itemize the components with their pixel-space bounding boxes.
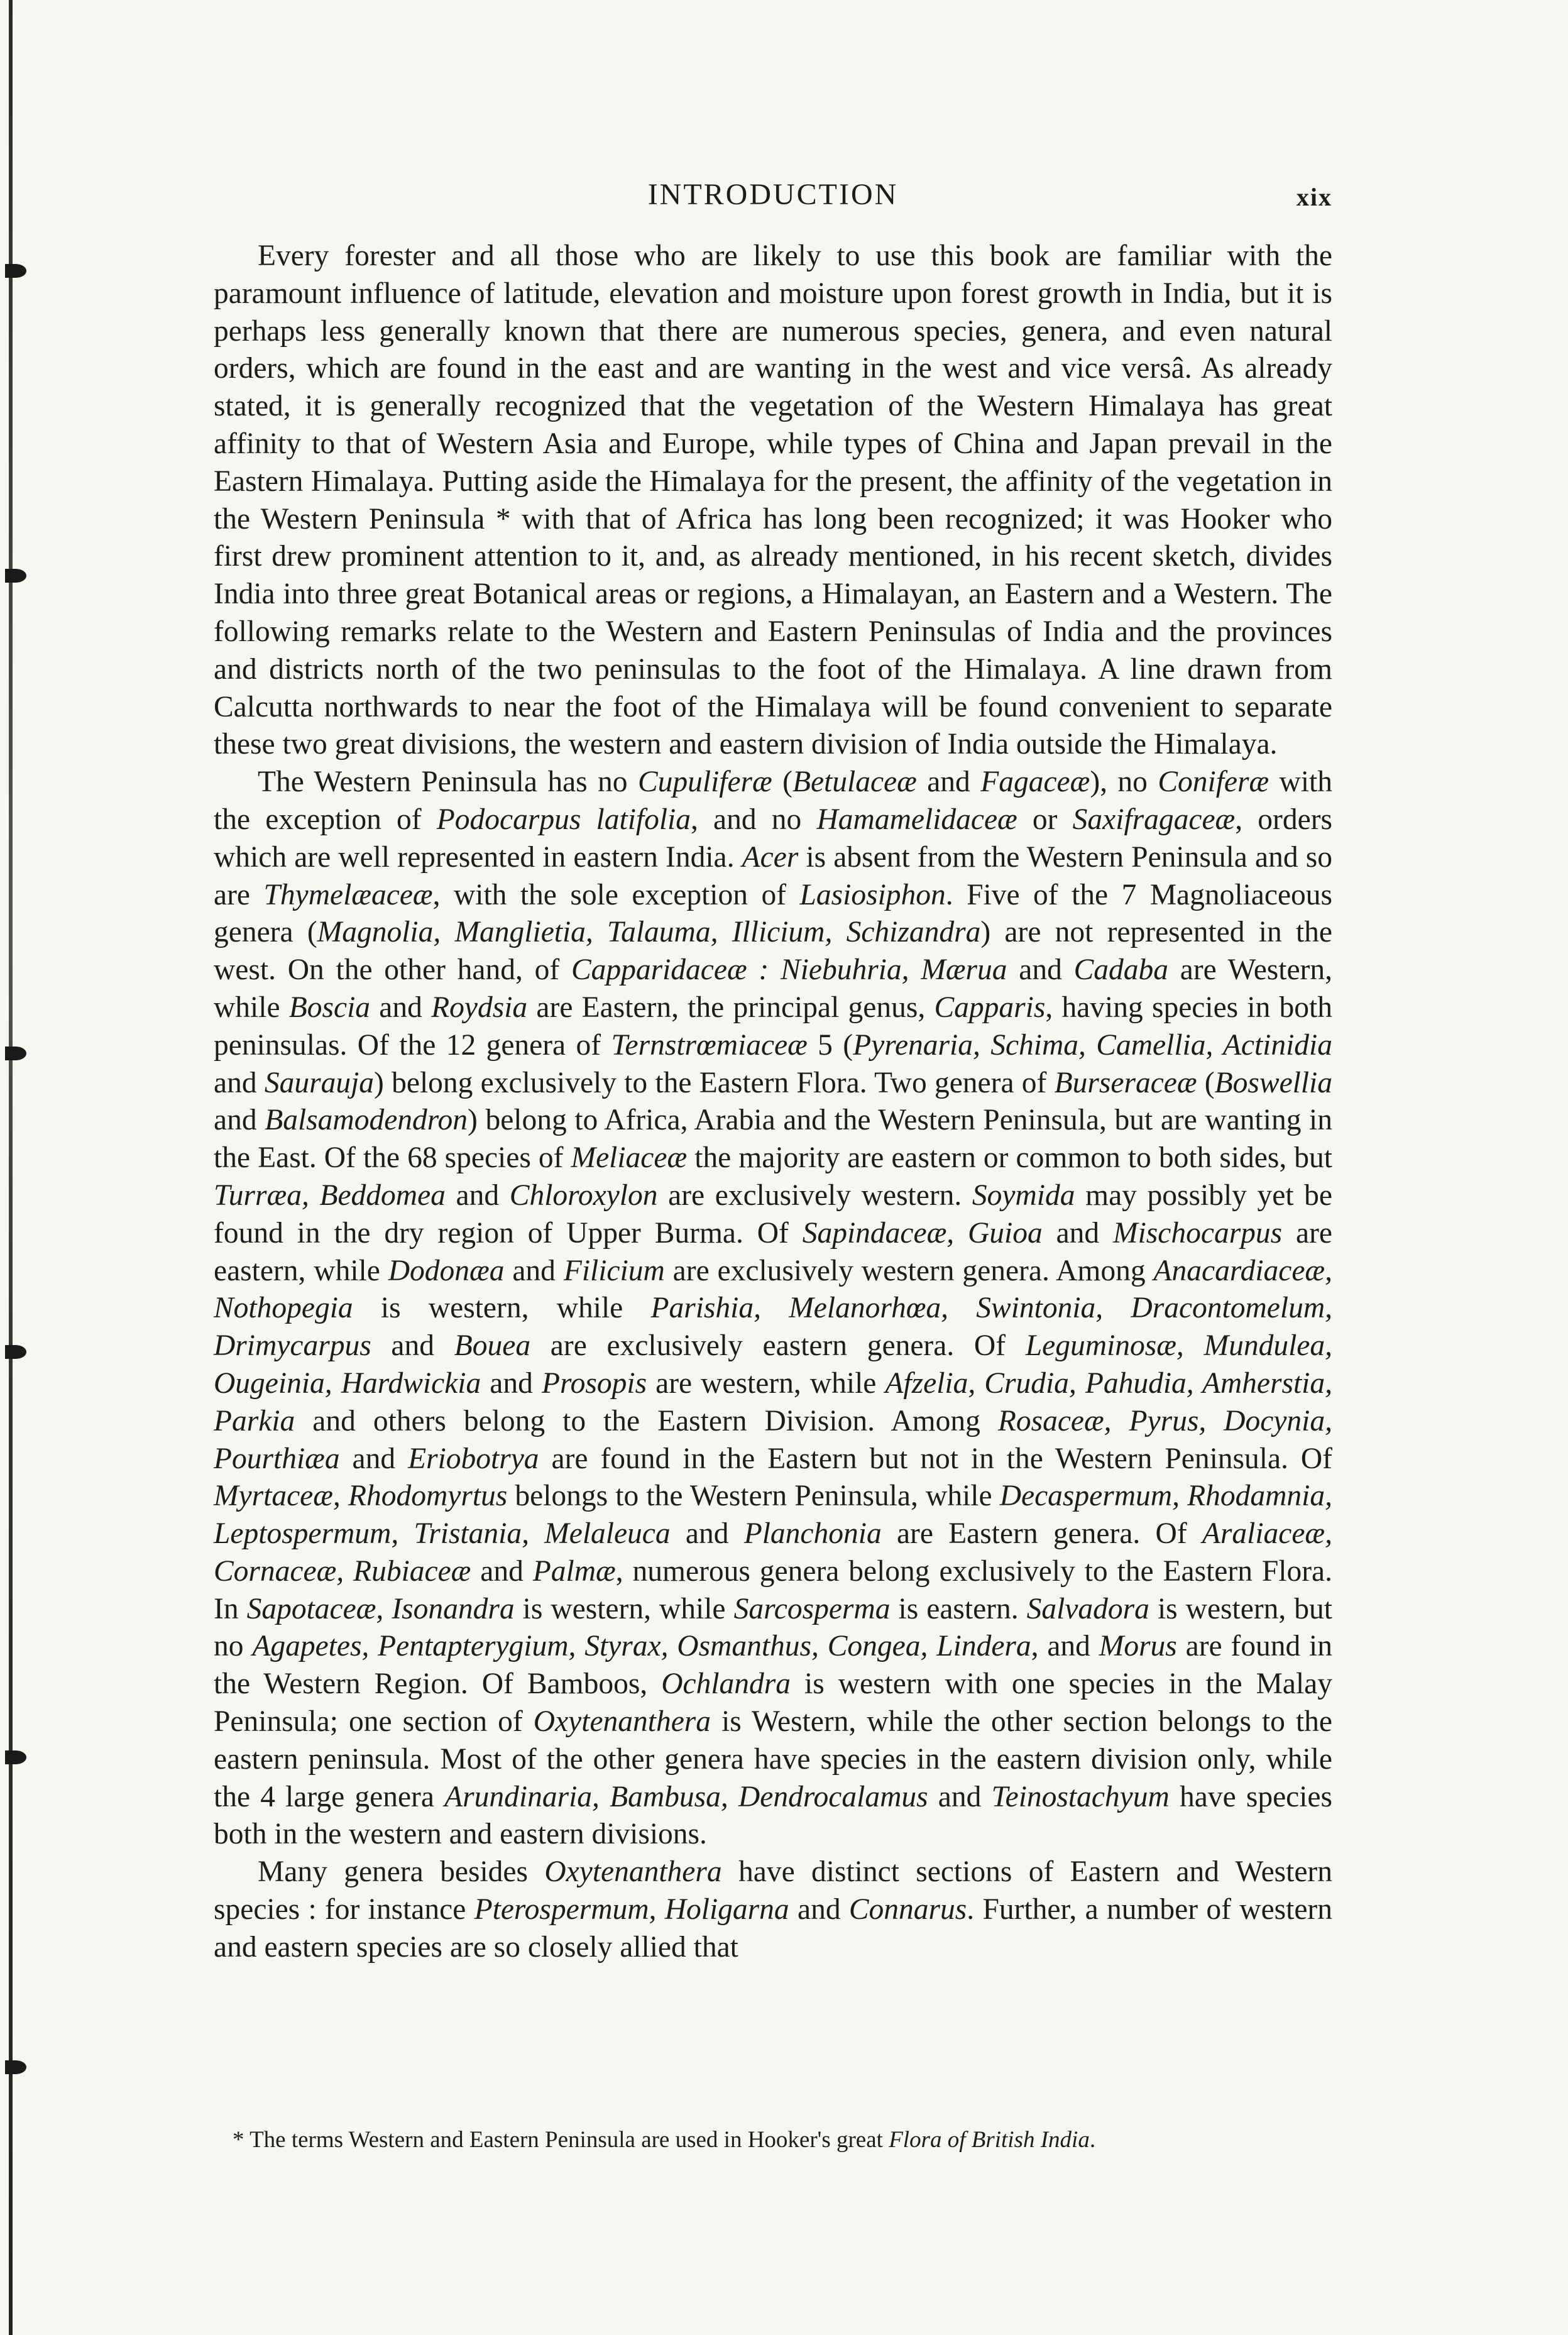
text-run: and (504, 1254, 564, 1287)
text-run: * The terms Western and Eastern Peninsula are used in Hooker's great (233, 2127, 889, 2153)
italic-term: Lasiosiphon (799, 878, 946, 911)
italic-term: Magnolia, Manglietia, Talauma, Illicium, Schizandra (317, 916, 981, 949)
text-run: and (370, 991, 432, 1024)
text-run: is absent from the Western Peninsula and so are (214, 840, 1332, 911)
italic-term: Palmæ (532, 1554, 616, 1588)
text-run: and (1042, 1216, 1114, 1250)
text-run: is Western, while the other section belongs to the eastern peninsula. Most of the other genera have species in the eastern division only, while the 4 large genera (214, 1705, 1333, 1813)
text-run: have species both in the western and eastern divisions. (214, 1780, 1332, 1851)
scan-binding-edge (9, 0, 13, 2335)
paragraph (214, 238, 1332, 764)
text-run: the majority are eastern or common to both sides, but (687, 1141, 1332, 1175)
page-number: xix (1296, 183, 1332, 211)
text-run: , and (1031, 1630, 1099, 1663)
text-run: and (1007, 953, 1074, 987)
text-run: ) are not represented in the west. On the other hand, of (214, 916, 1332, 987)
italic-term: Filicium (563, 1254, 665, 1287)
text-run: , and no (690, 803, 817, 836)
text-run: ) belong to Africa, Arabia and the Western Peninsula, but are wanting in the East. Of the 68 species of (214, 1104, 1332, 1175)
text-run: . (1089, 2127, 1096, 2153)
text-run: The Western Peninsula has no (258, 766, 638, 799)
italic-term: Myrtaceæ, Rhodomyrtus (214, 1480, 508, 1513)
italic-term: Flora of British India (889, 2127, 1090, 2153)
italic-term: Thymelæaceæ (263, 878, 433, 911)
italic-term: Pyrenaria, Schima, Camellia, Actinidia (853, 1028, 1332, 1062)
text-run: are exclusively western genera. Among (664, 1254, 1154, 1287)
footnote-text (214, 2126, 1332, 2155)
text-run: are eastern, while (214, 1216, 1333, 1287)
text-run: belongs to the Western Peninsula, while (507, 1480, 1000, 1513)
text-run: is western, but no (214, 1592, 1332, 1663)
italic-term: Balsamodendron (265, 1104, 468, 1137)
italic-term: Morus (1099, 1630, 1177, 1663)
italic-term: Boscia (288, 991, 371, 1024)
text-run: and (445, 1178, 510, 1212)
page-header (214, 175, 1332, 219)
italic-term: Hamamelidaceæ (816, 803, 1017, 836)
text-run: have distinct sections of Eastern and Western species : for instance (214, 1855, 1333, 1926)
paragraph (214, 764, 1332, 1854)
italic-term: Turræa, Beddomea (214, 1178, 446, 1212)
text-run: and (916, 766, 981, 799)
binding-mark (5, 1750, 26, 1764)
paragraph (214, 1854, 1332, 1966)
italic-term: Ochlandra (661, 1667, 791, 1701)
italic-term: Coniferæ (1158, 766, 1269, 799)
text-run: , numerous genera belong exclusively to the Eastern Flora. In (214, 1554, 1332, 1625)
text-run: may possibly yet be found in the dry region of Upper Burma. Of (214, 1178, 1333, 1250)
text-run: is western, while (514, 1592, 734, 1625)
text-run: Every forester and all those who are likely to use this book are familiar with the paramount influence of latitude, elevation and moisture upon forest growth in India, but it is perhaps less generally known that there are numerous species, genera, and even natural orders, which are found in the east and are wanting in the west and vice versâ. As already stated, it is generally recognized that the vegetation of the Western Himalaya has great affinity to that of Western Asia and Europe, while types of China and Japan prevail in the Eastern Himalaya. Putting aside the Himalaya for the present, the affinity of the vegetation in the Western Peninsula * with that of Africa has long been recognized; it was Hooker who first drew prominent attention to it, and, as already mentioned, in his recent sketch, divides India into three great Botanical areas or regions, a Himalayan, an Eastern and a Western. The following remarks relate to the Western and Eastern Peninsulas of India and the provinces and districts north of the two peninsulas to the foot of the Himalaya. A line drawn from Calcutta northwards to near the foot of the Himalaya will be found convenient to separate these two great divisions, the western and eastern division of India outside the Himalaya. (214, 239, 1332, 761)
text-run: are Eastern genera. Of (881, 1517, 1202, 1551)
text-run: , having species in both peninsulas. Of the 12 genera of (214, 991, 1333, 1062)
text-run: ( (1197, 1066, 1215, 1099)
italic-term: Cupuliferæ (637, 766, 772, 799)
text-run: or (1017, 803, 1073, 836)
italic-term: Teinostachyum (991, 1780, 1170, 1813)
text-run: is western, while (353, 1292, 651, 1325)
text-run: . Five of the 7 Magnoliaceous genera ( (214, 878, 1333, 949)
text-run: is eastern. (890, 1592, 1027, 1625)
text-run: are Western, while (214, 953, 1332, 1024)
italic-term: Saurauja (264, 1066, 375, 1099)
italic-term: Oxytenanthera (533, 1705, 711, 1739)
italic-term: Chloroxylon (509, 1178, 658, 1212)
italic-term: Fagaceæ (980, 766, 1090, 799)
text-run: and (214, 1066, 265, 1099)
italic-term: Boswellia (1214, 1066, 1332, 1099)
text-run: , with the sole exception of (432, 878, 800, 911)
italic-term: Sapotaceæ, Isonandra (246, 1592, 515, 1625)
italic-term: Oxytenanthera (544, 1855, 722, 1889)
text-run: and (481, 1366, 542, 1400)
text-run: and (339, 1442, 408, 1475)
italic-term: Leguminosæ, Mundulea, Ougeinia, Hardwickia (214, 1329, 1332, 1400)
italic-term: Anacardiaceæ, Nothopegia (214, 1254, 1332, 1325)
binding-mark (5, 1345, 26, 1359)
italic-term: Agapetes, Pentapterygium, Styrax, Osmanthus, Congea, Lindera (252, 1630, 1031, 1663)
binding-mark (5, 569, 26, 583)
text-run: , orders which are well represented in eastern India. (214, 803, 1332, 874)
running-head: INTRODUCTION (647, 178, 899, 211)
italic-term: Capparidaceæ : Niebuhria, Mærua (571, 953, 1007, 987)
italic-term: Arundinaria, Bambusa, Dendrocalamus (444, 1780, 928, 1813)
italic-term: Parishia, Melanorhœa, Swintonia, Dracontomelum, Drimycarpus (214, 1292, 1332, 1363)
text-run: and (789, 1893, 849, 1926)
binding-mark (5, 264, 26, 278)
text-run: . Further, a number of western and eastern species are so closely allied that (214, 1893, 1332, 1964)
text-run: are found in the Western Region. Of Bamboos, (214, 1630, 1333, 1701)
italic-term: Planchonia (743, 1517, 882, 1551)
text-run: and (471, 1554, 533, 1588)
text-run: Many genera besides (258, 1855, 545, 1889)
italic-term: Dodonæa (388, 1254, 505, 1287)
italic-term: Connarus (848, 1893, 967, 1926)
italic-term: Salvadora (1026, 1592, 1149, 1625)
italic-term: Saxifragaceæ (1072, 803, 1236, 836)
text-run: ( (772, 766, 792, 799)
italic-term: Mischocarpus (1113, 1216, 1283, 1250)
text-run: and (670, 1517, 744, 1551)
italic-term: Betulaceæ (792, 766, 917, 799)
italic-term: Prosopis (541, 1366, 647, 1400)
text-run: and others belong to the Eastern Division. Among (295, 1404, 998, 1437)
italic-term: Roydsia (431, 991, 528, 1024)
text-run: are western, while (647, 1366, 885, 1400)
text-run: are Eastern, the principal genus, (527, 991, 935, 1024)
italic-term: Pterospermum, Holigarna (474, 1893, 789, 1926)
text-run: and (928, 1780, 992, 1813)
binding-mark (5, 1047, 26, 1060)
italic-term: Meliaceæ (571, 1141, 688, 1175)
italic-term: Eriobotrya (408, 1442, 539, 1475)
italic-term: Ternstrœmiaceæ (611, 1028, 808, 1062)
text-run: are exclusively western. (657, 1178, 972, 1212)
italic-term: Sarcosperma (733, 1592, 891, 1625)
italic-term: Afzelia, Crudia, Pahudia, Amherstia, Parkia (214, 1366, 1332, 1437)
footnote (214, 2126, 1332, 2155)
text-run: are found in the Eastern but not in the Western Peninsula. Of (539, 1442, 1332, 1475)
binding-mark (5, 2060, 26, 2074)
italic-term: Soymida (972, 1178, 1075, 1212)
text-run: ), no (1090, 766, 1158, 799)
italic-term: Acer (742, 840, 799, 874)
text-run: and (371, 1329, 454, 1363)
italic-term: Decaspermum, Rhodamnia, Leptospermum, Tristania, Melaleuca (214, 1480, 1332, 1551)
text-run: are exclusively eastern genera. Of (530, 1329, 1026, 1363)
italic-term: Bouea (454, 1329, 531, 1363)
italic-term: Rosaceæ, Pyrus, Docynia, Pourthiæa (214, 1404, 1332, 1475)
italic-term: Cadaba (1073, 953, 1169, 987)
text-run: and (214, 1104, 265, 1137)
text-run: with the exception of (214, 766, 1332, 836)
body-text (214, 238, 1332, 1967)
italic-term: Burseraceæ (1054, 1066, 1197, 1099)
text-run: is western with one species in the Malay Peninsula; one section of (214, 1667, 1332, 1739)
italic-term: Sapindaceæ, Guioa (802, 1216, 1043, 1250)
italic-term: Araliaceæ, Cornaceæ, Rubiaceæ (214, 1517, 1332, 1588)
italic-term: Capparis (934, 991, 1046, 1024)
text-run: ) belong exclusively to the Eastern Flora. Two genera of (374, 1066, 1055, 1099)
italic-term: Podocarpus latifolia (436, 803, 691, 836)
text-run: 5 ( (807, 1028, 853, 1062)
